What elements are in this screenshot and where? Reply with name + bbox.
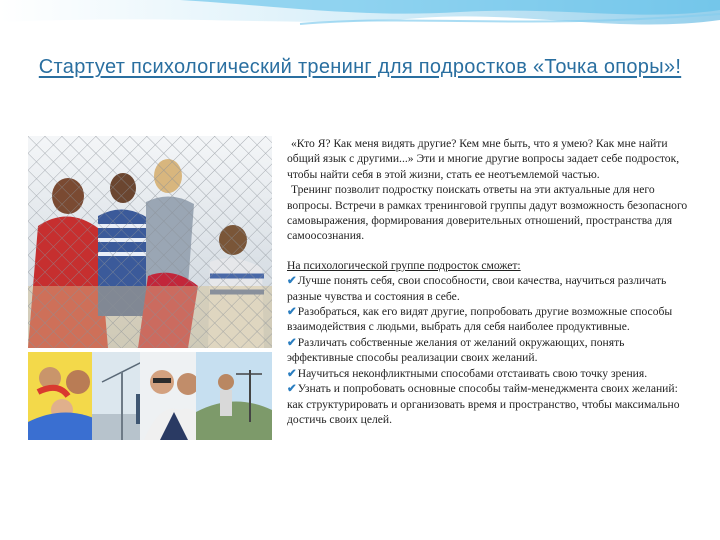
benefits-subheading: На психологической группе подросток сможет: bbox=[287, 258, 521, 272]
training-paragraph: Тренинг позволит подростку поискать ответы на эти актуальные для него вопросы. Встречи в рамках тренинговой группы дадут возможность безопасного самовыражения, формирования доверительных отношений, пространства для самоосознания. bbox=[287, 183, 688, 243]
list-item: ✔Лучше понять себя, свои способности, свои качества, научиться различать разные чувства и состояния в себе. bbox=[287, 274, 667, 303]
list-item: ✔Узнать и попробовать основные способы тайм-менеджмента своих желаний: как структурировать и организовать время и пространство, чтобы максимально достичь своих целей. bbox=[287, 382, 680, 426]
check-mark-icon: ✔ bbox=[287, 382, 297, 396]
list-item: ✔Разобраться, как его видят другие, попробовать другие возможные способы взаимодействия с людьми, выбрать для себя наиболее продуктивные. bbox=[287, 305, 673, 334]
header-wave-decoration bbox=[0, 0, 720, 60]
list-item: ✔Различать собственные желания от желаний окружающих, понять эффективные способы реализации своих желаний. bbox=[287, 335, 625, 365]
page-title: Стартует психологический тренинг для подростков «Точка опоры»! bbox=[38, 56, 682, 78]
article-body bbox=[287, 136, 693, 427]
check-mark-icon: ✔ bbox=[287, 274, 297, 288]
check-mark-icon: ✔ bbox=[287, 335, 297, 349]
skatepark-photo bbox=[196, 352, 272, 440]
check-mark-icon: ✔ bbox=[287, 305, 297, 319]
list-item: ✔Научиться неконфликтными способами отстаивать свою точку зрения. bbox=[287, 366, 648, 380]
intro-paragraph: «Кто Я? Как меня видять другие? Кем мне быть, что я умею? Как мне найти общий язык с другими...» Эти и многие другие вопросы задает себе подросток, чтобы найти себя в этой жизни, стать ее неотъемлемой частью. bbox=[287, 137, 680, 181]
teens-fence-photo bbox=[28, 136, 272, 348]
check-mark-icon: ✔ bbox=[287, 366, 297, 380]
